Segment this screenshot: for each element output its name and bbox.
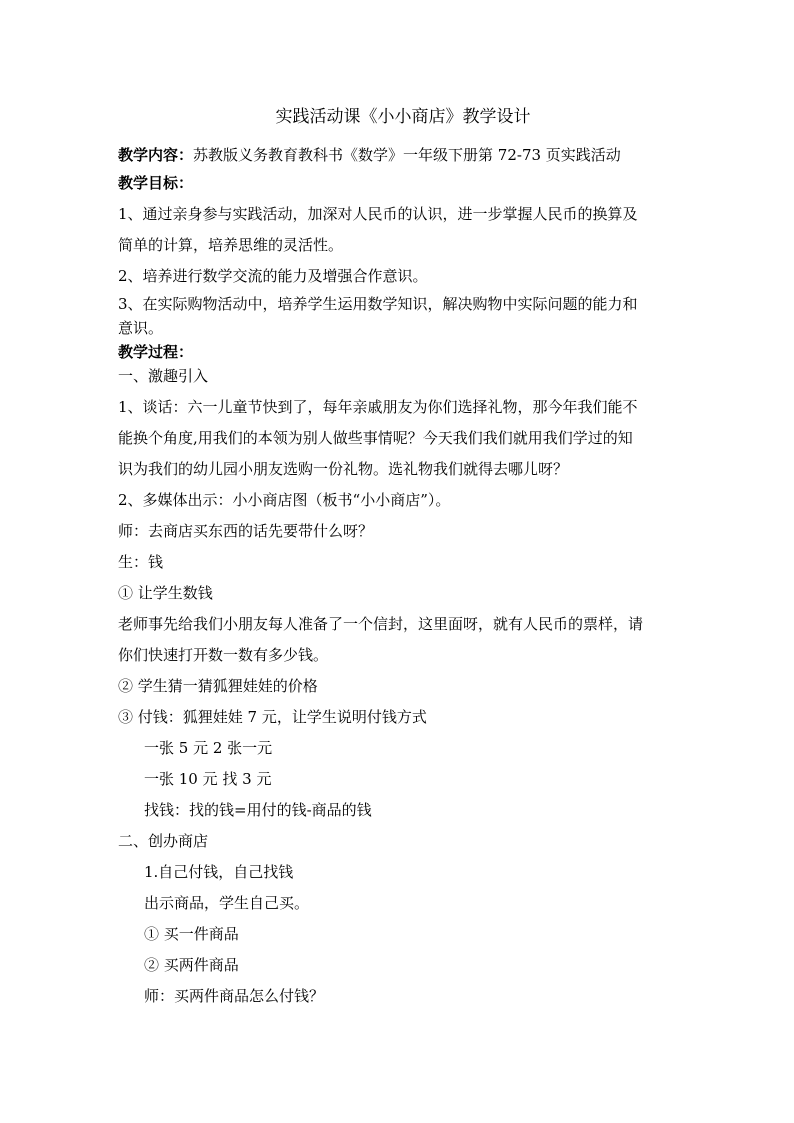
teaching-content-text: 苏教版义务教育教科书《数学》一年级下册第 72-73 页实践活动: [193, 146, 621, 164]
process-heading: 教学过程：: [118, 343, 194, 361]
body-line: 识为我们的幼儿园小朋友选购一份礼物。选礼物我们就得去哪儿呀？: [118, 460, 569, 478]
body-line: 生：钱: [118, 553, 164, 571]
indented-line: 找钱：找的钱=用付的钱-商品的钱: [144, 801, 372, 819]
body-line: ③ 付钱：狐狸娃娃 7 元，让学生说明付钱方式: [118, 708, 427, 726]
goal-line: 1、通过亲身参与实践活动，加深对人民币的认识，进一步掌握人民币的换算及: [118, 205, 638, 223]
indented-line: 一张 5 元 2 张一元: [144, 739, 273, 757]
teaching-content: [118, 140, 688, 171]
goal-line: 2、培养进行数学交流的能力及增强合作意识。: [118, 267, 428, 285]
body-line: ① 让学生数钱: [118, 584, 213, 602]
body-line: 2、多媒体出示：小小商店图（板书“小小商店”）。: [118, 491, 451, 509]
body-line: 你们快速打开数一数有多少钱。: [118, 646, 329, 664]
section-heading: 一、激趣引入: [118, 367, 209, 385]
goal-line: 3、在实际购物活动中，培养学生运用数学知识，解决购物中实际问题的能力和: [118, 295, 638, 313]
body-line: 老师事先给我们小朋友每人准备了一个信封，这里面呀，就有人民币的票样，请: [118, 615, 644, 633]
body-line: 1、谈话：六一儿童节快到了，每年亲戚朋友为你们选择礼物，那今年我们能不: [118, 398, 638, 416]
body-line: 师：去商店买东西的话先要带什么呀？: [118, 522, 374, 540]
goal-line: 意识。: [118, 319, 164, 337]
indented-line: ② 买两件商品: [144, 956, 239, 974]
indented-line: 出示商品，学生自己买。: [144, 894, 310, 912]
indented-line: 一张 10 元 找 3 元: [144, 770, 272, 788]
section-heading: 二、创办商店: [118, 832, 209, 850]
body-line: ② 学生猜一猜狐狸娃娃的价格: [118, 677, 318, 695]
goal-line: 简单的计算，培养思维的灵活性。: [118, 236, 344, 254]
body-line: 能换个角度,用我们的本领为别人做些事情呢？今天我们我们就用我们学过的知: [118, 429, 633, 447]
goals-heading: 教学目标：: [118, 174, 194, 192]
document-page: [118, 104, 688, 1012]
indented-line: 师：买两件商品怎么付钱？: [144, 987, 325, 1005]
document-title: 实践活动课《小小商店》教学设计: [275, 107, 531, 127]
teaching-content-label: 教学内容：: [118, 146, 194, 164]
indented-line: ① 买一件商品: [144, 925, 239, 943]
indented-line: 1.自己付钱，自己找钱: [144, 863, 294, 881]
